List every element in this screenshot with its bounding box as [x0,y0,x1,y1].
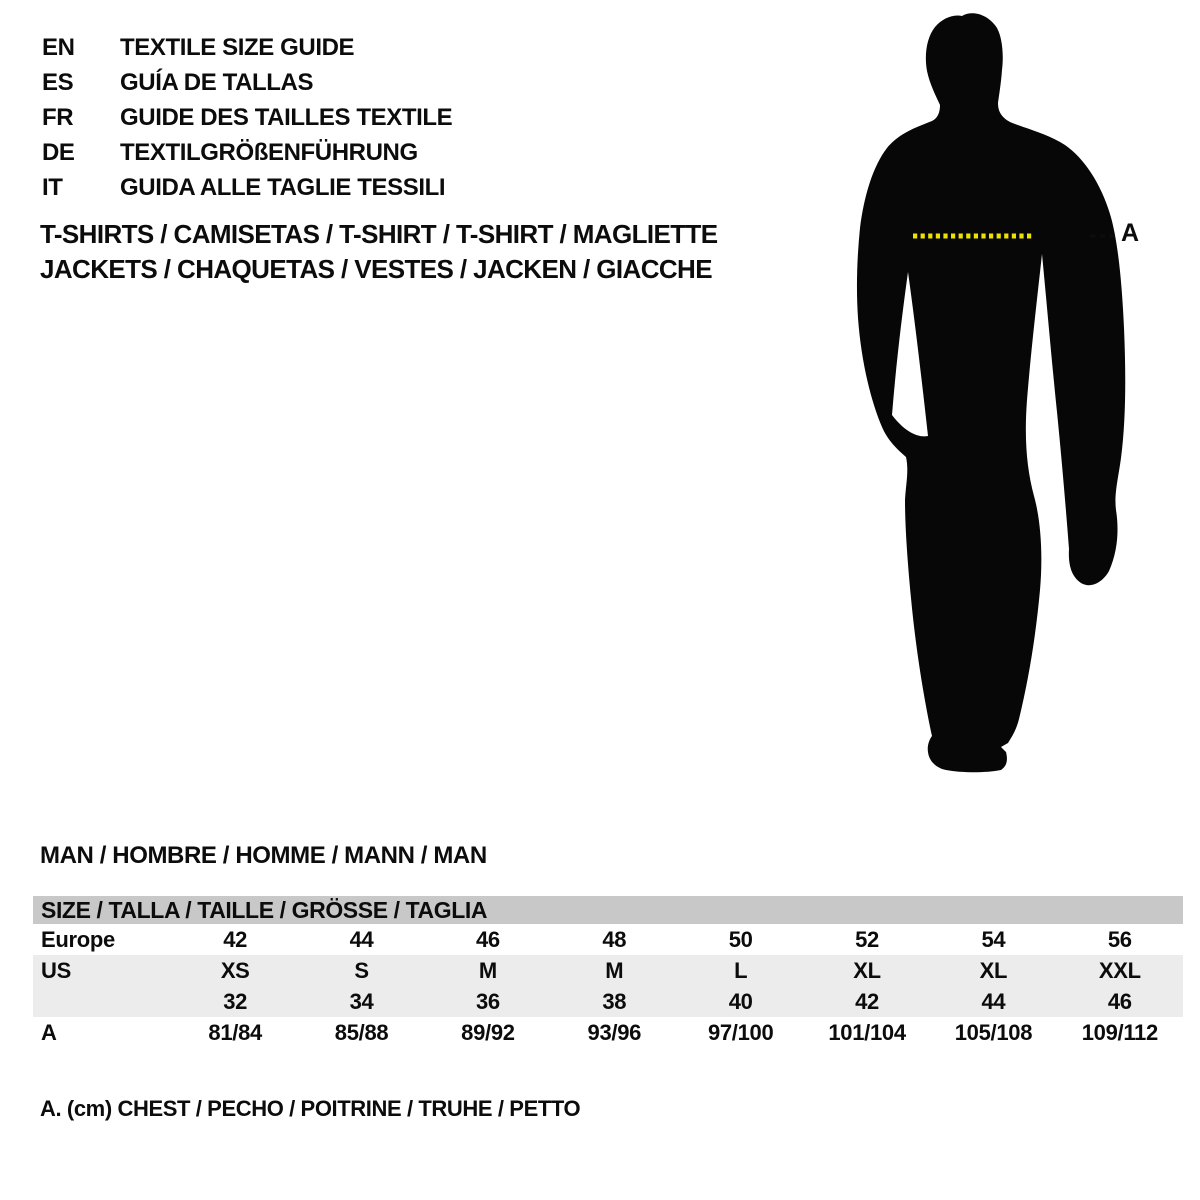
language-list [42,30,452,205]
man-silhouette-svg [850,0,1150,780]
size-value-cell: 109/112 [1081,1020,1158,1045]
product-category-line: JACKETS / CHAQUETAS / VESTES / JACKEN / GIACCHE [40,254,712,284]
size-value-cell: XS [220,958,250,983]
language-code: EN [42,34,75,61]
size-value-cell: 50 [728,927,753,952]
size-value-cell: 93/96 [587,1020,642,1045]
size-value-cell: 36 [476,989,500,1014]
size-value-cell: 42 [223,927,248,952]
product-categories [40,217,718,287]
size-value-cell: 54 [981,927,1006,952]
size-value-cell: 34 [349,989,374,1014]
size-value-cell: 48 [602,927,627,952]
language-guide-title: TEXTILGRÖßENFÜHRUNG [120,139,418,166]
size-table-row [33,1017,1183,1048]
language-code: DE [42,139,75,166]
size-value-cell: 97/100 [707,1020,774,1045]
size-value-cell: 38 [602,989,627,1014]
size-value-cell: 46 [1107,989,1132,1014]
language-row [42,30,452,65]
size-value-cell: 56 [1107,927,1132,952]
size-table-header: SIZE / TALLA / TAILLE / GRÖSSE / TAGLIA [33,896,1183,924]
language-guide-title: GUÍA DE TALLAS [120,69,314,96]
size-system-label: Europe [41,927,115,952]
language-row [42,170,452,205]
size-value-cell: M [478,958,497,983]
language-row [42,65,452,100]
size-value-cell: 89/92 [461,1020,515,1045]
size-system-label [33,986,172,1017]
size-value-cell: 32 [223,989,248,1014]
man-silhouette [857,13,1125,772]
language-guide-title: TEXTILE SIZE GUIDE [120,34,355,61]
measure-point-label: A [1121,219,1140,247]
size-value-cell: S [354,958,369,983]
size-table [33,896,1183,1048]
size-value-cell: 101/104 [828,1020,906,1045]
size-value-cell: XXL [1098,958,1141,983]
size-value-cell: 44 [981,989,1006,1014]
size-value-cell: M [605,958,624,983]
size-value-cell: L [734,958,748,983]
size-value-cell: 44 [349,927,374,952]
size-table-row [33,955,1183,986]
size-value-cell: 105/108 [954,1020,1033,1045]
size-value-cell: 52 [855,927,879,952]
language-code: ES [42,69,74,96]
language-code: IT [42,174,63,201]
size-value-cell: 42 [855,989,879,1014]
size-table-row [33,924,1183,955]
language-code: FR [42,104,74,131]
measurement-footnote: A. (cm) CHEST / PECHO / POITRINE / TRUHE / PETTO [40,1096,581,1121]
size-system-label: US [41,958,71,983]
size-value-cell: 85/88 [334,1020,389,1045]
size-value-cell: 46 [476,927,500,952]
size-value-cell: 81/84 [208,1020,262,1045]
section-title-man: MAN / HOMBRE / HOMME / MANN / MAN [40,842,487,869]
man-silhouette-figure [850,0,1150,780]
size-value-cell: 40 [728,989,753,1014]
size-table-row [33,986,1183,1017]
size-system-label: A [41,1020,57,1045]
product-category-line: T-SHIRTS / CAMISETAS / T-SHIRT / T-SHIRT / MAGLIETTE [40,219,718,249]
language-row [42,135,452,170]
language-guide-title: GUIDE DES TAILLES TEXTILE [120,104,453,131]
size-value-cell: XL [853,958,881,983]
size-value-cell: XL [979,958,1008,983]
language-row [42,100,452,135]
size-table-body [33,924,1183,1048]
language-guide-title: GUIDA ALLE TAGLIE TESSILI [120,174,446,201]
